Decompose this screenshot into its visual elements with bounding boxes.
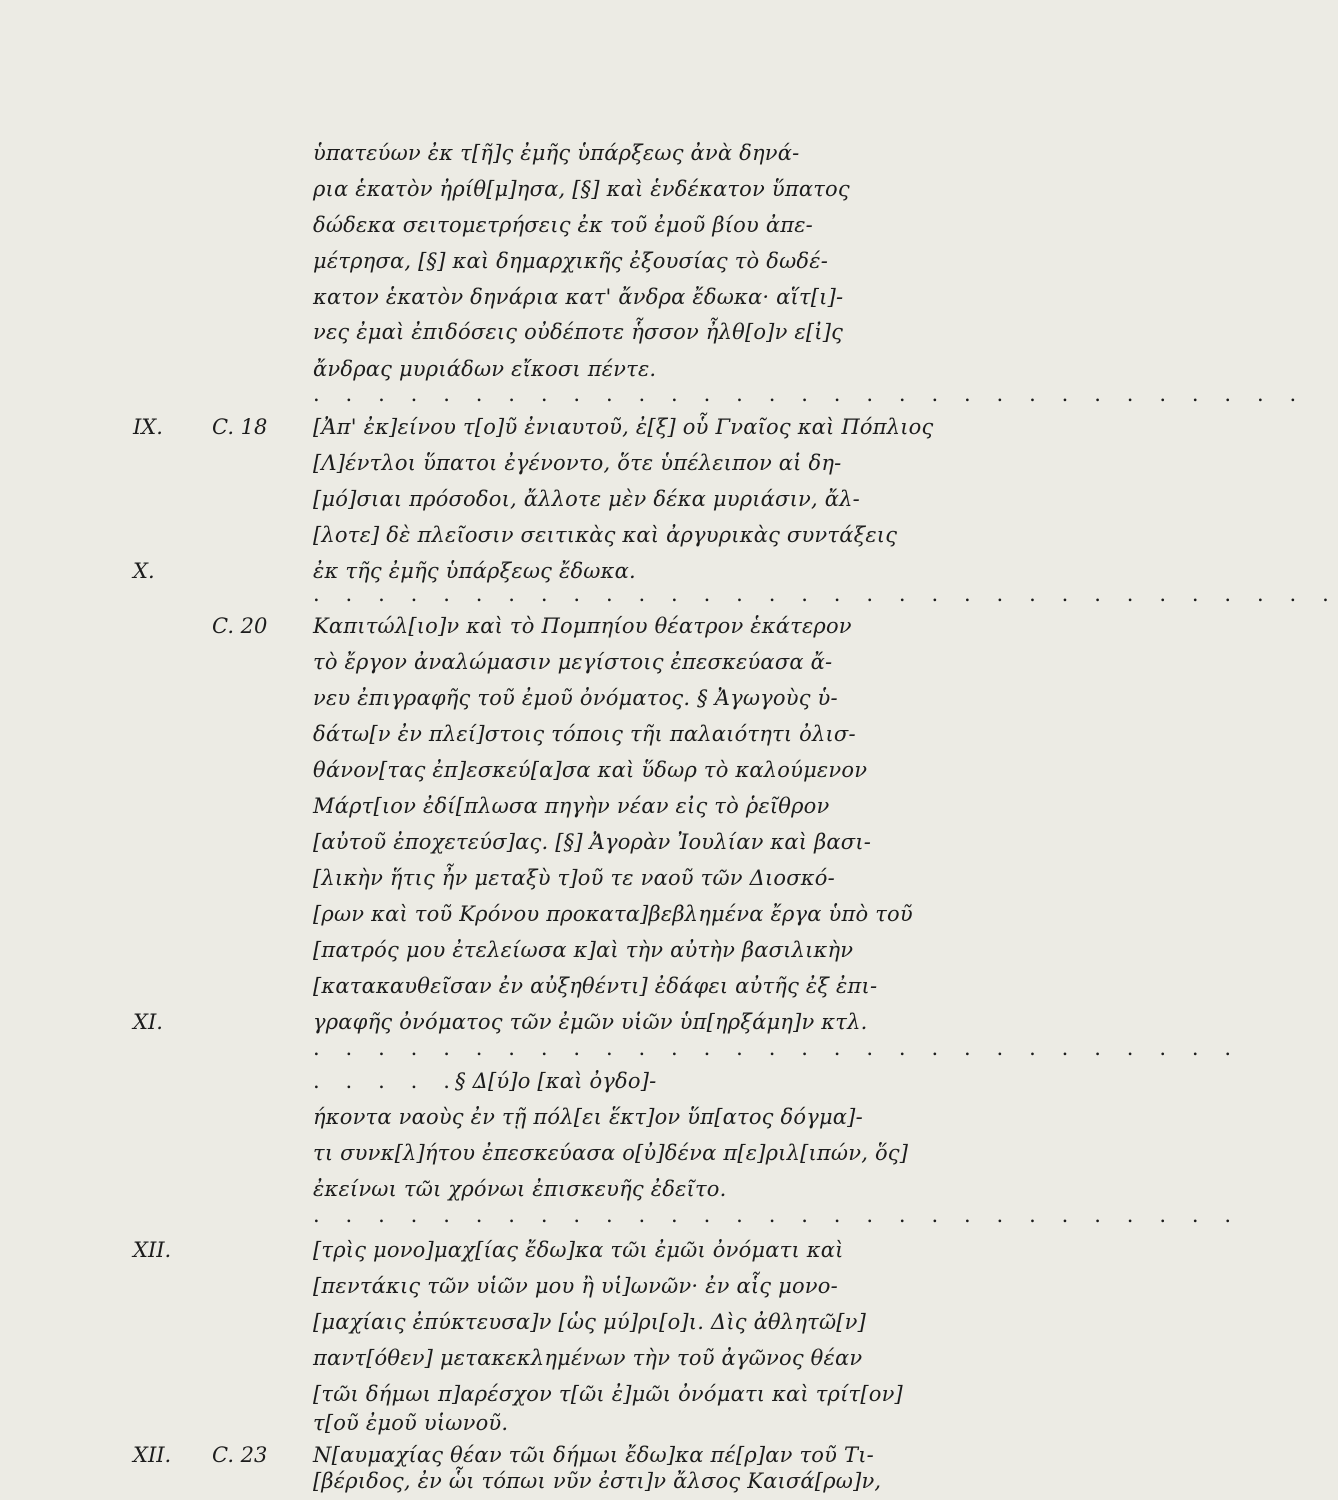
text-line: [τῶι δήμωι π]αρέσχον τ[ῶι ἐ]μῶι ὀνόματι καὶ τρίτ[ον]: [313, 1382, 903, 1406]
text-line: παντ[όθεν] μετακεκλημένων τὴν τοῦ ἀγῶνος θέαν: [313, 1346, 863, 1370]
text-line: [λοτε] δὲ πλεῖοσιν σειτικὰς καὶ ἀργυρικὰς συντάξεις: [313, 523, 898, 547]
text-line: [Λ]έντλοι ὕπατοι ἐγένοντο, ὅτε ὑπέλειπον αἱ δη-: [313, 451, 842, 475]
ellipsis-row: . . . . . . . . . . . . . . . . . . . . . . . . . . . . .: [313, 1203, 1241, 1227]
text-line: [βέριδος, ἐν ὧι τόπωι νῦν ἐστι]ν ἄλσος Καισά[ρω]ν,: [313, 1469, 882, 1493]
margin-ref: X.: [133, 559, 155, 583]
text-line: Καπιτώλ[ιο]ν καὶ τὸ Πομπηίου θέατρον ἑκάτερον: [313, 614, 852, 638]
text-line: γραφῆς ὀνόματος τῶν ἐμῶν υἱῶν ὑπ[ηρξάμη]ν κτλ.: [313, 1010, 868, 1034]
text-line: δάτω[ν ἐν πλεί]στοις τόποις τῆι παλαιότητι ὀλισ-: [313, 722, 856, 746]
text-line: τὸ ἔργον ἀναλώμασιν μεγίστοις ἐπεσκεύασα ἄ-: [313, 650, 833, 674]
chapter-ref: C. 23: [212, 1443, 268, 1467]
text-line: θάνον[τας ἐπ]εσκεύ[α]σα καὶ ὕδωρ τὸ καλούμενον: [313, 758, 868, 782]
text-line: νες ἐμαὶ ἐπιδόσεις οὐδέποτε ἧσσον ἦλθ[ο]ν ε[ἰ]ς: [313, 320, 844, 344]
ellipsis-row: . . . . . . . . . . . . . . . . . . . . . . . . . . . . . . .: [313, 382, 1306, 406]
text-line: § Δ[ύ]ο [καὶ ὀγδο]-: [455, 1069, 657, 1093]
text-line: [μαχίαις ἐπύκτευσα]ν [ὡς μύ]ρι[ο]ι. Δὶς ἀθλητῶ[ν]: [313, 1310, 867, 1334]
text-line: Μάρτ[ιον ἐδί[πλωσα πηγὴν νέαν εἰς τὸ ῥεῖθρον: [313, 794, 830, 818]
text-line: τ[οῦ ἐμοῦ υἱωνοῦ.: [313, 1411, 509, 1435]
text-line: ἐκείνωι τῶι χρόνωι ἐπισκευῆς ἐδεῖτο.: [313, 1177, 727, 1201]
text-line: [αὐτοῦ ἐποχετεύσ]ας. [§] Ἀγορὰν Ἰουλίαν καὶ βασι-: [313, 830, 872, 854]
text-line: Ν[αυμαχίας θέαν τῶι δήμωι ἔδω]κα πέ[ρ]αν τοῦ Τι-: [313, 1443, 874, 1467]
text-line: [πεντάκις τῶν υἱῶν μου ἢ υἱ]ωνῶν· ἐν αἷς μονο-: [313, 1274, 838, 1298]
ellipsis-row: . . . . . . . . . . . . . . . . . . . . . . . . . . . . .: [313, 1036, 1241, 1060]
text-line: [πατρός μου ἐτελείωσα κ]αὶ τὴν αὐτὴν βασιλικὴν: [313, 938, 854, 962]
text-line: νευ ἐπιγραφῆς τοῦ ἐμοῦ ὀνόματος. § Ἀγωγοὺς ὑ-: [313, 686, 838, 710]
text-line: ήκοντα ναοὺς ἐν τῇ πόλ[ει ἕκτ]ον ὕπ[ατος δόγμα]-: [313, 1105, 863, 1129]
text-line: ὑπατεύων ἐκ τ[ῆ]ς ἐμῆς ὑπάρξεως ἀνὰ δηνά-: [313, 141, 800, 165]
chapter-ref: C. 18: [212, 415, 268, 439]
chapter-ref: C. 20: [212, 614, 268, 638]
text-line: ἐκ τῆς ἐμῆς ὑπάρξεως ἔδωκα.: [313, 559, 636, 583]
ellipsis-row: . . . . . .: [313, 1069, 493, 1093]
margin-ref: XII.: [133, 1238, 172, 1262]
text-line: [Ἀπ' ἐκ]είνου τ[ο]ῦ ἐνιαυτοῦ, ἐ[ξ] οὗ Γναῖος καὶ Πόπλιος: [313, 415, 934, 439]
text-line: [τρὶς μονο]μαχ[ίας ἔδω]κα τῶι ἐμῶι ὀνόματι καὶ: [313, 1238, 844, 1262]
text-line: δώδεκα σειτομετρήσεις ἐκ τοῦ ἐμοῦ βίου ἀπε-: [313, 213, 813, 237]
text-line: [λικὴν ἥτις ἦν μεταξὺ τ]οῦ τε ναοῦ τῶν Διοσκό-: [313, 866, 835, 890]
text-line: κατον ἑκατὸν δηνάρια κατ' ἄνδρα ἔδωκα· αἵτ[ι]-: [313, 285, 844, 309]
ellipsis-row: . . . . . . . . . . . . . . . . . . . . . . . . . . . . . . . .: [313, 582, 1338, 606]
margin-ref: IX.: [133, 415, 163, 439]
text-line: ρια ἑκατὸν ἠρίθ[μ]ησα, [§] καὶ ἑνδέκατον ὕπατος: [313, 177, 850, 201]
text-line: [κατακαυθεῖσαν ἐν αὐξηθέντι] ἐδάφει αὐτῆς ἐξ ἐπι-: [313, 974, 878, 998]
margin-ref: XI.: [133, 1010, 163, 1034]
text-line: τι συνκ[λ]ήτου ἐπεσκεύασα ο[ὐ]δένα π[ε]ριλ[ιπών, ὅς]: [313, 1141, 909, 1165]
text-line: μέτρησα, [§] καὶ δημαρχικῆς ἐξουσίας τὸ δωδέ-: [313, 249, 829, 273]
text-line: [μό]σιαι πρόσοδοι, ἄλλοτε μὲν δέκα μυριάσιν, ἄλ-: [313, 487, 860, 511]
text-line: [ρων καὶ τοῦ Κρόνου προκατα]βεβλημένα ἔργα ὑπὸ τοῦ: [313, 902, 913, 926]
margin-ref: XII.: [133, 1443, 172, 1467]
text-line: ἄνδρας μυριάδων εἴκοσι πέντε.: [313, 357, 657, 381]
